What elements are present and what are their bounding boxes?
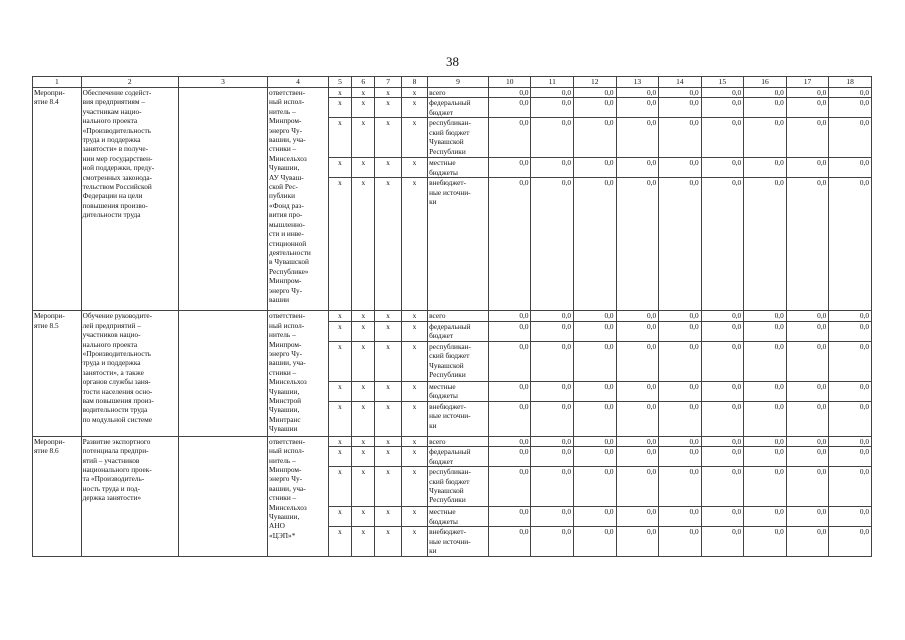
code-cell: х bbox=[401, 118, 427, 158]
value-cell: 0,0 bbox=[744, 98, 787, 118]
value-cell: 0,0 bbox=[616, 507, 659, 527]
table-row bbox=[33, 436, 872, 446]
header-cell: 4 bbox=[268, 77, 329, 88]
value-cell: 0,0 bbox=[488, 527, 531, 557]
value-cell: 0,0 bbox=[829, 158, 872, 178]
header-cell: 12 bbox=[574, 77, 617, 88]
value-cell: 0,0 bbox=[531, 341, 574, 381]
funding-source-cell: республикан- ский бюджет Чувашской Республики bbox=[428, 341, 489, 381]
code-cell: х bbox=[352, 527, 375, 557]
executor-cell: ответствен- ный испол- нитель – Минпром- энерго Чу- вашии, уча- стники – Минсельхоз Чувашии, АУ Чуваш- ской Рес- публики «Фонд раз- вития про- мышленно- сти и инве- стиционной деятельности в Чувашской Республике» Минпром- энерго Чу- вашии bbox=[268, 88, 329, 311]
value-cell: 0,0 bbox=[659, 311, 702, 321]
funding-source-cell: федеральный бюджет bbox=[428, 321, 489, 341]
value-cell: 0,0 bbox=[744, 158, 787, 178]
value-cell: 0,0 bbox=[488, 401, 531, 436]
value-cell: 0,0 bbox=[701, 88, 744, 98]
header-cell: 1 bbox=[33, 77, 82, 88]
value-cell: 0,0 bbox=[786, 401, 829, 436]
header-cell: 6 bbox=[352, 77, 375, 88]
code-cell: х bbox=[401, 527, 427, 557]
value-cell: 0,0 bbox=[574, 447, 617, 467]
funding-source-cell: местные бюджеты bbox=[428, 158, 489, 178]
header-cell: 14 bbox=[659, 77, 702, 88]
value-cell: 0,0 bbox=[744, 321, 787, 341]
code-cell: х bbox=[375, 98, 401, 118]
column3-cell bbox=[178, 311, 267, 436]
column3-cell bbox=[178, 88, 267, 311]
activity-code-cell: Меропри- ятие 8.5 bbox=[33, 311, 82, 436]
activity-name-cell: Обеспечение содейст- вия предприятиям – участникам нацио- нального проекта «Производительность труда и поддержка занятости» в получе- нии мер государствен- ной поддержки, преду- смотренных законода- тельством Российской Федерации на цели повышения произво- дительности труда bbox=[81, 88, 178, 311]
value-cell: 0,0 bbox=[701, 401, 744, 436]
value-cell: 0,0 bbox=[744, 341, 787, 381]
value-cell: 0,0 bbox=[829, 118, 872, 158]
code-cell: х bbox=[401, 467, 427, 507]
code-cell: х bbox=[352, 118, 375, 158]
value-cell: 0,0 bbox=[574, 467, 617, 507]
value-cell: 0,0 bbox=[659, 88, 702, 98]
value-cell: 0,0 bbox=[616, 436, 659, 446]
code-cell: х bbox=[352, 381, 375, 401]
value-cell: 0,0 bbox=[659, 401, 702, 436]
header-cell: 18 bbox=[829, 77, 872, 88]
funding-source-cell: республикан- ский бюджет Чувашской Республики bbox=[428, 118, 489, 158]
funding-source-cell: местные бюджеты bbox=[428, 507, 489, 527]
value-cell: 0,0 bbox=[574, 321, 617, 341]
value-cell: 0,0 bbox=[531, 447, 574, 467]
value-cell: 0,0 bbox=[659, 341, 702, 381]
value-cell: 0,0 bbox=[744, 88, 787, 98]
value-cell: 0,0 bbox=[744, 436, 787, 446]
value-cell: 0,0 bbox=[744, 467, 787, 507]
code-cell: х bbox=[375, 311, 401, 321]
value-cell: 0,0 bbox=[531, 118, 574, 158]
value-cell: 0,0 bbox=[786, 98, 829, 118]
value-cell: 0,0 bbox=[786, 527, 829, 557]
funding-source-cell: республикан- ский бюджет Чувашской Республики bbox=[428, 467, 489, 507]
activity-code-cell: Меропри- ятие 8.4 bbox=[33, 88, 82, 311]
activity-name-cell: Обучение руководите- лей предприятий – участников нацио- нального проекта «Производительность труда и поддержка занятости», а также органов службы заня- тости населения осно- вам повышения произ- водительности труда по модульной системе bbox=[81, 311, 178, 436]
value-cell: 0,0 bbox=[829, 467, 872, 507]
code-cell: х bbox=[375, 401, 401, 436]
value-cell: 0,0 bbox=[829, 98, 872, 118]
value-cell: 0,0 bbox=[701, 447, 744, 467]
code-cell: х bbox=[375, 507, 401, 527]
header-cell: 16 bbox=[744, 77, 787, 88]
code-cell: х bbox=[375, 467, 401, 507]
value-cell: 0,0 bbox=[531, 507, 574, 527]
funding-source-cell: внебюджет- ные источни- ки bbox=[428, 401, 489, 436]
code-cell: х bbox=[352, 401, 375, 436]
value-cell: 0,0 bbox=[574, 98, 617, 118]
value-cell: 0,0 bbox=[616, 178, 659, 311]
value-cell: 0,0 bbox=[616, 88, 659, 98]
code-cell: х bbox=[328, 158, 351, 178]
value-cell: 0,0 bbox=[488, 98, 531, 118]
value-cell: 0,0 bbox=[616, 311, 659, 321]
code-cell: х bbox=[328, 118, 351, 158]
value-cell: 0,0 bbox=[786, 381, 829, 401]
value-cell: 0,0 bbox=[701, 178, 744, 311]
value-cell: 0,0 bbox=[659, 178, 702, 311]
value-cell: 0,0 bbox=[701, 507, 744, 527]
value-cell: 0,0 bbox=[659, 507, 702, 527]
value-cell: 0,0 bbox=[786, 341, 829, 381]
code-cell: х bbox=[401, 507, 427, 527]
code-cell: х bbox=[352, 178, 375, 311]
value-cell: 0,0 bbox=[786, 178, 829, 311]
column3-cell bbox=[178, 436, 267, 556]
code-cell: х bbox=[328, 507, 351, 527]
value-cell: 0,0 bbox=[531, 381, 574, 401]
value-cell: 0,0 bbox=[531, 178, 574, 311]
code-cell: х bbox=[328, 381, 351, 401]
header-cell: 10 bbox=[488, 77, 531, 88]
code-cell: х bbox=[401, 381, 427, 401]
code-cell: х bbox=[328, 311, 351, 321]
code-cell: х bbox=[375, 158, 401, 178]
header-cell: 5 bbox=[328, 77, 351, 88]
header-cell: 13 bbox=[616, 77, 659, 88]
page-number: 38 bbox=[446, 54, 459, 69]
code-cell: х bbox=[352, 436, 375, 446]
code-cell: х bbox=[401, 178, 427, 311]
value-cell: 0,0 bbox=[616, 118, 659, 158]
value-cell: 0,0 bbox=[574, 88, 617, 98]
value-cell: 0,0 bbox=[574, 158, 617, 178]
value-cell: 0,0 bbox=[786, 311, 829, 321]
value-cell: 0,0 bbox=[786, 158, 829, 178]
executor-cell: ответствен- ный испол- нитель – Минпром- энерго Чу- вашии, уча- стники – Минсельхоз Чувашии, АНО «ЦЭП»* bbox=[268, 436, 329, 556]
value-cell: 0,0 bbox=[488, 467, 531, 507]
value-cell: 0,0 bbox=[616, 467, 659, 507]
value-cell: 0,0 bbox=[488, 321, 531, 341]
value-cell: 0,0 bbox=[701, 311, 744, 321]
code-cell: х bbox=[328, 321, 351, 341]
value-cell: 0,0 bbox=[531, 467, 574, 507]
value-cell: 0,0 bbox=[488, 507, 531, 527]
table-row bbox=[33, 88, 872, 98]
funding-source-cell: всего bbox=[428, 311, 489, 321]
code-cell: х bbox=[401, 401, 427, 436]
value-cell: 0,0 bbox=[531, 527, 574, 557]
value-cell: 0,0 bbox=[701, 321, 744, 341]
value-cell: 0,0 bbox=[574, 527, 617, 557]
value-cell: 0,0 bbox=[488, 88, 531, 98]
code-cell: х bbox=[401, 158, 427, 178]
value-cell: 0,0 bbox=[488, 341, 531, 381]
value-cell: 0,0 bbox=[701, 527, 744, 557]
code-cell: х bbox=[401, 341, 427, 381]
value-cell: 0,0 bbox=[488, 311, 531, 321]
code-cell: х bbox=[375, 436, 401, 446]
value-cell: 0,0 bbox=[531, 88, 574, 98]
code-cell: х bbox=[401, 98, 427, 118]
header-cell: 7 bbox=[375, 77, 401, 88]
value-cell: 0,0 bbox=[574, 341, 617, 381]
value-cell: 0,0 bbox=[744, 527, 787, 557]
value-cell: 0,0 bbox=[488, 178, 531, 311]
value-cell: 0,0 bbox=[531, 321, 574, 341]
code-cell: х bbox=[375, 88, 401, 98]
code-cell: х bbox=[401, 311, 427, 321]
value-cell: 0,0 bbox=[659, 436, 702, 446]
code-cell: х bbox=[352, 88, 375, 98]
value-cell: 0,0 bbox=[701, 381, 744, 401]
value-cell: 0,0 bbox=[574, 401, 617, 436]
value-cell: 0,0 bbox=[701, 118, 744, 158]
value-cell: 0,0 bbox=[786, 118, 829, 158]
value-cell: 0,0 bbox=[574, 178, 617, 311]
value-cell: 0,0 bbox=[829, 436, 872, 446]
activity-code-cell: Меропри- ятие 8.6 bbox=[33, 436, 82, 556]
header-cell: 11 bbox=[531, 77, 574, 88]
value-cell: 0,0 bbox=[786, 321, 829, 341]
code-cell: х bbox=[375, 381, 401, 401]
value-cell: 0,0 bbox=[744, 381, 787, 401]
value-cell: 0,0 bbox=[829, 178, 872, 311]
code-cell: х bbox=[328, 98, 351, 118]
activity-name-cell: Развитие экспортного потенциала предпри- ятий – участников национального проек- та «Производитель- ность труда и под- держка занятости» bbox=[81, 436, 178, 556]
code-cell: х bbox=[352, 447, 375, 467]
value-cell: 0,0 bbox=[786, 507, 829, 527]
value-cell: 0,0 bbox=[488, 118, 531, 158]
value-cell: 0,0 bbox=[616, 447, 659, 467]
funding-source-cell: внебюджет- ные источни- ки bbox=[428, 178, 489, 311]
value-cell: 0,0 bbox=[616, 98, 659, 118]
code-cell: х bbox=[352, 321, 375, 341]
value-cell: 0,0 bbox=[616, 341, 659, 381]
code-cell: х bbox=[328, 527, 351, 557]
funding-source-cell: внебюджет- ные источни- ки bbox=[428, 527, 489, 557]
funding-source-cell: всего bbox=[428, 88, 489, 98]
value-cell: 0,0 bbox=[829, 447, 872, 467]
value-cell: 0,0 bbox=[659, 118, 702, 158]
value-cell: 0,0 bbox=[659, 98, 702, 118]
code-cell: х bbox=[375, 321, 401, 341]
funding-source-cell: местные бюджеты bbox=[428, 381, 489, 401]
table-body bbox=[33, 77, 872, 557]
value-cell: 0,0 bbox=[701, 467, 744, 507]
value-cell: 0,0 bbox=[829, 321, 872, 341]
header-cell: 17 bbox=[786, 77, 829, 88]
value-cell: 0,0 bbox=[786, 467, 829, 507]
value-cell: 0,0 bbox=[659, 158, 702, 178]
value-cell: 0,0 bbox=[829, 341, 872, 381]
header-cell: 2 bbox=[81, 77, 178, 88]
code-cell: х bbox=[328, 341, 351, 381]
value-cell: 0,0 bbox=[829, 311, 872, 321]
value-cell: 0,0 bbox=[659, 381, 702, 401]
code-cell: х bbox=[375, 178, 401, 311]
value-cell: 0,0 bbox=[659, 467, 702, 507]
value-cell: 0,0 bbox=[531, 98, 574, 118]
value-cell: 0,0 bbox=[701, 98, 744, 118]
code-cell: х bbox=[375, 527, 401, 557]
value-cell: 0,0 bbox=[786, 88, 829, 98]
value-cell: 0,0 bbox=[616, 381, 659, 401]
header-cell: 9 bbox=[428, 77, 489, 88]
code-cell: х bbox=[401, 88, 427, 98]
code-cell: х bbox=[375, 341, 401, 381]
value-cell: 0,0 bbox=[744, 178, 787, 311]
code-cell: х bbox=[328, 178, 351, 311]
funding-source-cell: федеральный бюджет bbox=[428, 447, 489, 467]
value-cell: 0,0 bbox=[744, 401, 787, 436]
funding-source-cell: всего bbox=[428, 436, 489, 446]
value-cell: 0,0 bbox=[701, 341, 744, 381]
value-cell: 0,0 bbox=[531, 401, 574, 436]
header-cell: 3 bbox=[178, 77, 267, 88]
funding-source-cell: федеральный бюджет bbox=[428, 98, 489, 118]
code-cell: х bbox=[328, 88, 351, 98]
value-cell: 0,0 bbox=[574, 436, 617, 446]
code-cell: х bbox=[352, 507, 375, 527]
executor-cell: ответствен- ный испол- нитель – Минпром- энерго Чу- вашии, уча- стники – Минсельхоз Чувашии, Минстрой Чувашии, Минтранс Чувашии bbox=[268, 311, 329, 436]
value-cell: 0,0 bbox=[659, 527, 702, 557]
value-cell: 0,0 bbox=[744, 507, 787, 527]
code-cell: х bbox=[375, 118, 401, 158]
value-cell: 0,0 bbox=[488, 381, 531, 401]
value-cell: 0,0 bbox=[574, 311, 617, 321]
value-cell: 0,0 bbox=[488, 436, 531, 446]
code-cell: х bbox=[352, 158, 375, 178]
code-cell: х bbox=[328, 401, 351, 436]
value-cell: 0,0 bbox=[744, 311, 787, 321]
code-cell: х bbox=[352, 341, 375, 381]
value-cell: 0,0 bbox=[829, 401, 872, 436]
code-cell: х bbox=[328, 436, 351, 446]
code-cell: х bbox=[401, 436, 427, 446]
value-cell: 0,0 bbox=[488, 447, 531, 467]
value-cell: 0,0 bbox=[786, 436, 829, 446]
value-cell: 0,0 bbox=[744, 447, 787, 467]
header-cell: 8 bbox=[401, 77, 427, 88]
code-cell: х bbox=[375, 447, 401, 467]
header-cell: 15 bbox=[701, 77, 744, 88]
value-cell: 0,0 bbox=[616, 401, 659, 436]
code-cell: х bbox=[328, 447, 351, 467]
value-cell: 0,0 bbox=[616, 158, 659, 178]
value-cell: 0,0 bbox=[531, 436, 574, 446]
value-cell: 0,0 bbox=[829, 88, 872, 98]
value-cell: 0,0 bbox=[786, 447, 829, 467]
value-cell: 0,0 bbox=[488, 158, 531, 178]
value-cell: 0,0 bbox=[659, 447, 702, 467]
value-cell: 0,0 bbox=[531, 158, 574, 178]
value-cell: 0,0 bbox=[659, 321, 702, 341]
value-cell: 0,0 bbox=[574, 118, 617, 158]
header-row bbox=[33, 77, 872, 88]
value-cell: 0,0 bbox=[574, 507, 617, 527]
value-cell: 0,0 bbox=[616, 321, 659, 341]
code-cell: х bbox=[352, 467, 375, 507]
value-cell: 0,0 bbox=[701, 158, 744, 178]
financing-table bbox=[32, 76, 872, 557]
code-cell: х bbox=[401, 447, 427, 467]
value-cell: 0,0 bbox=[616, 527, 659, 557]
value-cell: 0,0 bbox=[829, 527, 872, 557]
value-cell: 0,0 bbox=[744, 118, 787, 158]
table-row bbox=[33, 311, 872, 321]
value-cell: 0,0 bbox=[574, 381, 617, 401]
code-cell: х bbox=[352, 311, 375, 321]
value-cell: 0,0 bbox=[829, 381, 872, 401]
value-cell: 0,0 bbox=[829, 507, 872, 527]
code-cell: х bbox=[328, 467, 351, 507]
code-cell: х bbox=[352, 98, 375, 118]
value-cell: 0,0 bbox=[701, 436, 744, 446]
value-cell: 0,0 bbox=[531, 311, 574, 321]
code-cell: х bbox=[401, 321, 427, 341]
